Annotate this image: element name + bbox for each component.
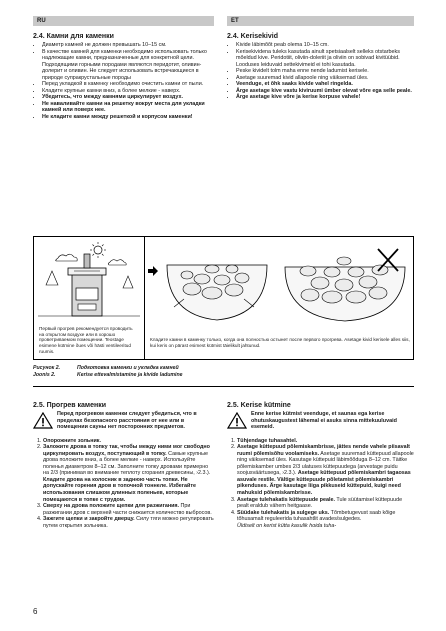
figure-divider (144, 237, 145, 359)
ru_stones-list-item: • Не наваливайте камни на решетку вокруг места для укладки камней или поверх нее. (42, 101, 215, 114)
ru-heating-warning (33, 411, 215, 431)
et_stones-list-item: • Ärge asetage kive võre ja kerise korpuse vahele! (236, 94, 414, 101)
language-tag-et: ET (227, 16, 414, 26)
page-number: 6 (33, 607, 38, 616)
ru_stones-list-item: • Не кладите камни между решеткой и корпусом каменки! (42, 114, 215, 121)
stones-detail-incorrect (280, 245, 410, 325)
ru-heating-step: 1. Опорожните зольник. (43, 438, 215, 445)
outdoor-heater-illustration (38, 240, 140, 322)
figure-caption-outdoor: Первый прогрев рекомендуется проводить на открытом воздухе или в хорошо проветриваемом помещении. Teostage esimene kütmine õues või hästi ventileeritud ruumis. (39, 326, 133, 354)
ru-heating-section (33, 401, 215, 529)
ru-stones-section (33, 32, 215, 121)
et_stones-list-item: • Asetage suuremad kivid allapoole ning väiksemad üles. (236, 75, 414, 82)
arrow-right-icon (147, 265, 159, 277)
tree-icon (46, 271, 58, 285)
ru-heating-step: 4. Зажгите щепки и закройте дверцу. Силу тяги можно регулировать путем открытия зольника. (43, 516, 215, 529)
et-heating-step: 2. Asetage küttepuud põlemiskambrisse, jättes nende vahele piisavalt ruumi põlemisõhu voolamiseks. Asetage suuremad küttepuud allapoole ning väiksemad üles. Kasutage küttepuid läbimõõduga 8–12 cm. Täitke põlemiskamber umbes 2/3 ulatuses küttepuudega (arvestage puidu soojusväärtusega, ›2.3.). Asetage küttepuud põlemiskambri tagaosas asuvale restile. Vältige küttepuude põletamist põlemiskambri pikenduses. Ärge kasutage liiga pikkuseid küttepuid, kuigi need mahuksid põlemiskambrisse. (237, 444, 414, 496)
ru-heating-intro: Перед прогревом каменки следует убедиться, что в пределах безопасного расстояния от нее или в помещении сауны нет посторонних предметов. (57, 411, 197, 431)
figure-caption-stones: Кладите камни в каменку только, когда она полностью остынет после первого прогрева. Asetage kivid kerisele alles siis, kui keris on pärast esimest kütmist täielikult jahtunud. (150, 337, 410, 348)
ru_stones-list-item: • Убедитесь, что между камнями циркулирует воздух. (42, 94, 215, 101)
cloud-icon (56, 254, 77, 261)
ru-heating-step: 2. Заложите дрова в топку так, чтобы между ними мог свободно циркулировать воздух, поступающий в топку. Самые крупные дрова положите вниз, а более мелкие - наверх. Используйте поленья диаметром 8–12 см. Заполните топку дровами примерно на 2/3 (принимая во внимание теплоту сгорания древесины, ›2.3.). Кладите дрова на колосник в заднюю часть топки. Не допускайте горения дров в топочной тоннеле. Избегайте использования слишком длинных поленьев, которые помещаются в топке с трудом. (43, 444, 215, 503)
et-heating-steps (227, 438, 414, 530)
figure-text-ru: Подготовка каменки и укладка камней (77, 365, 179, 371)
et-heating-step: 4. Süüdake tulehakatis ja sulgege uks. Tõmbetugevust saab kõige tõhusamalt reguleerida tuhasahtlit avades/sulgedes. (237, 510, 414, 523)
language-tag-ru: RU (33, 16, 214, 26)
warning-icon (33, 412, 53, 429)
figure-2 (33, 236, 414, 360)
ru-stones-title: 2.4. Камни для каменки (33, 33, 114, 40)
ru_stones-list-item: • Диаметр камней не должен превышать 10–15 см. (42, 42, 215, 49)
et-stones-title: 2.4. Kerisekivid (227, 33, 278, 40)
stones-detail-correct (162, 245, 272, 325)
et-heating-section (227, 401, 414, 529)
ru-stones-list (33, 42, 215, 121)
et-heating-warning (227, 411, 414, 431)
ru_stones-list-item: • В качестве камней для каменки необходимо использовать только надлежащие камни, предназначенные для конкретной цели. Подходящими горными породами являются перидотит, оливин-долерит и оливин. Не следует использовать встречающиеся в природе супракрустальные породы (42, 49, 215, 82)
figure-label-et: Joonis 2. (33, 371, 56, 378)
ru-heating-steps (33, 438, 215, 530)
section-divider (33, 386, 414, 387)
et-heating-step: Üldiselt on kerist kütta kasulik hoida tuha- (237, 522, 337, 529)
ru_stones-list-item: • Кладите крупные камни вниз, а более мелкие - наверх. (42, 88, 215, 95)
stove-icon (68, 254, 106, 316)
ru_stones-list-item: • Перед укладкой в каменку необходимо очистить камни от пыли. (42, 81, 215, 88)
et-stones-section (227, 32, 414, 101)
et_stones-list-item: • Kerisekividena tuleks kasutada ainult spetsiaalselt selleks otstarbeks mõeldud kive. Peridotiit, oliviin-doleriit ja oliviin on sobivad kivitüübid. Looduses leiduvaid settekivimeid ei tohi kasutada. (236, 49, 414, 69)
et-heating-intro: Enne kerise kütmist veenduge, et saunas ega kerise ohutuskaugustest lähemal ei asuks sinna mittekuuluvaid esemeid. (251, 411, 397, 431)
et_stones-list-item: • Kivide läbimõõt peab olema 10–15 cm. (236, 42, 414, 49)
ru-heating-step: 3. Сверху на дрова положите щепки для разжигания. При разжигании дров с верхней части снижается количество выбросов. (43, 503, 215, 516)
figure-text-et: Kerise ettevalmistamine ja kivide ladumine (77, 371, 183, 378)
et_stones-list-item: • Veenduge, et õhk saaks kivide vahel ringelda. (236, 81, 414, 88)
et-stones-list (227, 42, 414, 101)
figure-label-ru: Рисунок 2. (33, 365, 61, 371)
warning-icon (227, 412, 247, 429)
et_stones-list-item: • Peske kividelt tolm maha enne nende ladumist kerisele. (236, 68, 414, 75)
sun-icon (90, 242, 106, 258)
ru-heating-title: 2.5. Прогрев каменки (33, 402, 107, 409)
et-heating-step: 1. Tühjendage tuhasahtel. (237, 438, 414, 445)
et_stones-list-item: • Ärge asetage kive vastu kiviruumi ümber olevat võre ega selle peale. (236, 88, 414, 95)
et-heating-step: 3. Asetage tulehakatis küttepuude peale. Tule süütamisel küttepuude pealt eraldub vähem heitgaase. (237, 497, 414, 510)
et-heating-title: 2.5. Kerise kütmine (227, 402, 291, 409)
figure-title (33, 365, 183, 378)
